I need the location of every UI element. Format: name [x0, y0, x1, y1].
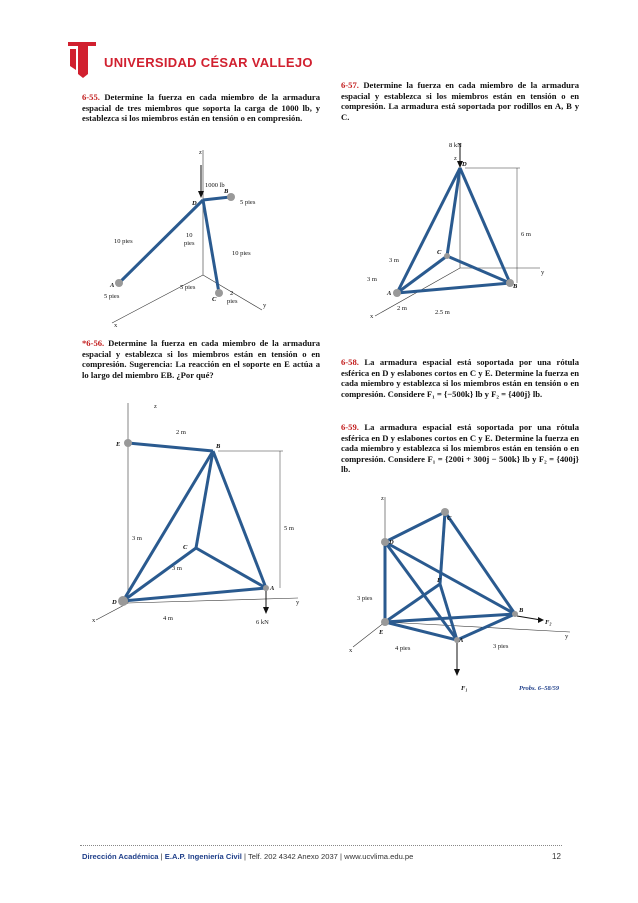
- axis-z: z: [454, 155, 457, 162]
- problem-number: *6-56.: [82, 338, 105, 348]
- dim-label: 3 m: [172, 565, 182, 572]
- university-name: UNIVERSIDAD CÉSAR VALLEJO: [104, 55, 313, 70]
- joint-C: C: [212, 296, 217, 303]
- joint-C: C: [437, 249, 442, 256]
- figure-6-58-59: [345, 492, 575, 702]
- dim-label: 4 m: [163, 615, 173, 622]
- dim-label: 2 m: [176, 429, 186, 436]
- problem-number: 6-55.: [82, 92, 100, 102]
- dim-label: 2: [230, 290, 234, 297]
- load-label: 1000 lb: [205, 182, 225, 189]
- dim-label: 4 pies: [395, 645, 411, 652]
- force-F1: F₁: [461, 685, 468, 692]
- joint-A: A: [110, 282, 115, 289]
- footer-department: Dirección Académica: [82, 852, 159, 861]
- dim-label: 3 pies: [357, 595, 373, 602]
- dim-label: 3 m: [132, 535, 142, 542]
- figure-6-57: [345, 138, 560, 323]
- dim-label: 6 m: [521, 231, 531, 238]
- axis-x: x: [92, 617, 96, 624]
- load-label: 6 kN: [256, 619, 269, 626]
- joint-D: D: [192, 200, 197, 207]
- joint-C: C: [183, 544, 188, 551]
- figure-6-55: [82, 145, 282, 330]
- joint-E: E: [116, 441, 121, 448]
- dim-label: pies: [184, 240, 195, 247]
- axis-x: x: [349, 647, 353, 654]
- dim-label: 3 pies: [493, 643, 509, 650]
- problem-text: Determine la fuerza en cada miembro de la armadura espacial y establezca si los miembros están en tensión o en compresión. Sugerencia: La reacción en el soporte en E actúa a lo largo del miembro EB. ¿Por qué?: [82, 338, 320, 380]
- axis-y: y: [541, 269, 545, 276]
- dim-label: pies: [227, 298, 238, 305]
- footer-website[interactable]: www.ucvlima.edu.pe: [344, 852, 414, 861]
- ucv-emblem-icon: [66, 40, 102, 80]
- joint-A: A: [387, 290, 392, 297]
- axis-y: y: [263, 302, 267, 309]
- dim-label: 10 pies: [232, 250, 251, 257]
- joint-C: C: [447, 515, 452, 522]
- dim-label: 10: [186, 232, 193, 239]
- joint-D: D: [462, 161, 467, 168]
- joint-A: A: [459, 637, 464, 644]
- footer-phone: Telf. 202 4342 Anexo 2037: [247, 852, 338, 861]
- figure-caption: Probs. 6–58/59: [519, 685, 560, 692]
- axis-z: z: [154, 403, 157, 410]
- page-number: 12: [552, 852, 561, 861]
- joint-B: B: [224, 188, 229, 195]
- axis-x: x: [114, 322, 118, 329]
- dim-label: 5 pies: [240, 199, 256, 206]
- force-F2: F₂: [545, 619, 552, 626]
- problem-text: La armadura espacial está soportada por una rótula esférica en D y eslabones cortos en C y E. Determine la fuerza en cada miembro y establezca si los miembros están en tensión o en compresión. Considere F₁ = {−500k} lb y F₂ = {400j} lb.: [341, 357, 579, 399]
- problem-6-58: [341, 357, 579, 399]
- problem-text: Determine la fuerza en cada miembro de la armadura espacial de tres miembros que soporta la carga de 1000 lb, y establezca si los miembros están en tensión o en compresión.: [82, 92, 320, 124]
- problem-number: 6-57.: [341, 80, 359, 90]
- joint-F: F: [437, 577, 442, 584]
- joint-A: A: [270, 585, 275, 592]
- joint-D: D: [112, 599, 117, 606]
- figure-6-56: [88, 398, 313, 638]
- load-label: 8 kN: [449, 142, 462, 149]
- dim-label: 5 pies: [180, 284, 196, 291]
- axis-z: z: [199, 149, 202, 156]
- dim-label: 5 m: [284, 525, 294, 532]
- joint-D: D: [389, 539, 394, 546]
- problem-number: 6-59.: [341, 422, 359, 432]
- problem-text: Determine la fuerza en cada miembro de la armadura espacial y establezca si los miembros están en tensión o en compresión. La armadura está soportada por rodillos en A, B y C.: [341, 80, 579, 122]
- axis-z: z: [381, 495, 384, 502]
- problem-6-59: [341, 422, 579, 475]
- problem-text: La armadura espacial está soportada por una rótula esférica en D y eslabones cortos en C y E. Determine la fuerza en cada miembro y establezca si los miembros están en tensión o en compresión. Considere F₁ = {200i + 300j − 500k} lb y F₂ = {400j} lb.: [341, 422, 579, 475]
- footer-school: E.A.P. Ingeniería Civil: [164, 852, 242, 861]
- axis-x: x: [370, 313, 374, 320]
- footer: [82, 852, 413, 861]
- footer-separator: |: [160, 852, 163, 861]
- problem-number: 6-58.: [341, 357, 359, 367]
- dim-label: 2.5 m: [435, 309, 450, 316]
- joint-E: E: [379, 629, 384, 636]
- axis-y: y: [296, 599, 300, 606]
- dim-label: 10 pies: [114, 238, 133, 245]
- problem-6-57: [341, 80, 579, 122]
- joint-B: B: [216, 443, 221, 450]
- dim-label: 5 pies: [104, 293, 120, 300]
- dim-label: 3 m: [367, 276, 377, 283]
- dim-label: 2 m: [397, 305, 407, 312]
- joint-B: B: [519, 607, 524, 614]
- problem-6-56: [82, 338, 320, 380]
- problem-6-55: [82, 92, 320, 124]
- footer-separator: |: [340, 852, 343, 861]
- axis-y: y: [565, 633, 569, 640]
- dim-label: 3 m: [389, 257, 399, 264]
- joint-B: B: [513, 283, 518, 290]
- footer-divider: [80, 845, 562, 846]
- footer-separator: |: [244, 852, 246, 861]
